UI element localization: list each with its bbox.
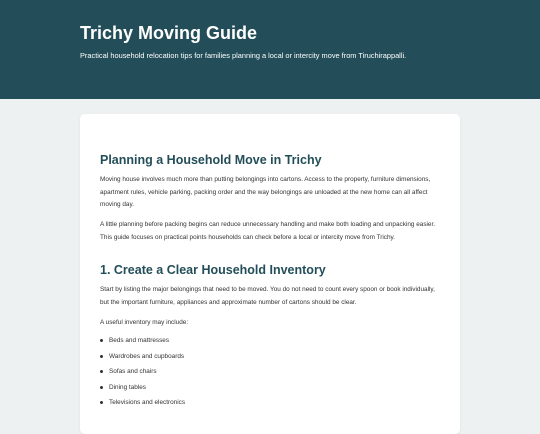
page-header xyxy=(0,0,540,99)
page-title: Trichy Moving Guide xyxy=(80,23,258,43)
list-item xyxy=(100,333,440,349)
list-item-label: Dining tables xyxy=(109,383,146,391)
list-item-label: Beds and mattresses xyxy=(109,337,170,344)
section-heading-inventory: 1. Create a Clear Household Inventory xyxy=(100,263,326,277)
list-item xyxy=(100,380,440,396)
list-item-label: Wardrobes and cupboards xyxy=(109,352,185,360)
paragraph: Moving house involves much more than putting belongings into cartons. Access to the property, furniture dimensions, apartment rules, vehicle parking, packing order and the way belongings are unloaded at the new home can all affect moving day. xyxy=(100,176,431,209)
inventory-list xyxy=(100,333,440,411)
paragraph: A little planning before packing begins can reduce unnecessary handling and make both loading and unpacking easier. This guide focuses on practical points households can check before a local or intercity move from Trichy. xyxy=(100,221,436,241)
paragraph: A useful inventory may include: xyxy=(100,319,189,326)
bullet-icon xyxy=(100,386,103,389)
section-heading-planning: Planning a Household Move in Trichy xyxy=(100,153,322,167)
bullet-icon xyxy=(100,370,103,373)
bullet-icon xyxy=(100,355,103,358)
list-item xyxy=(100,364,440,380)
list-item-label: Televisions and electronics xyxy=(109,399,186,406)
list-item xyxy=(100,395,440,411)
list-item xyxy=(100,349,440,365)
bullet-icon xyxy=(100,339,103,342)
bullet-icon xyxy=(100,401,103,404)
list-item-label: Sofas and chairs xyxy=(109,368,157,375)
page-subtitle: Practical household relocation tips for families planning a local or intercity move from Tiruchirappalli. xyxy=(80,51,407,60)
paragraph: Start by listing the major belongings that need to be moved. You do not need to count every spoon or book individually, but the important furniture, appliances and approximate number of cartons should be clear. xyxy=(100,286,435,306)
article-card xyxy=(80,114,460,434)
